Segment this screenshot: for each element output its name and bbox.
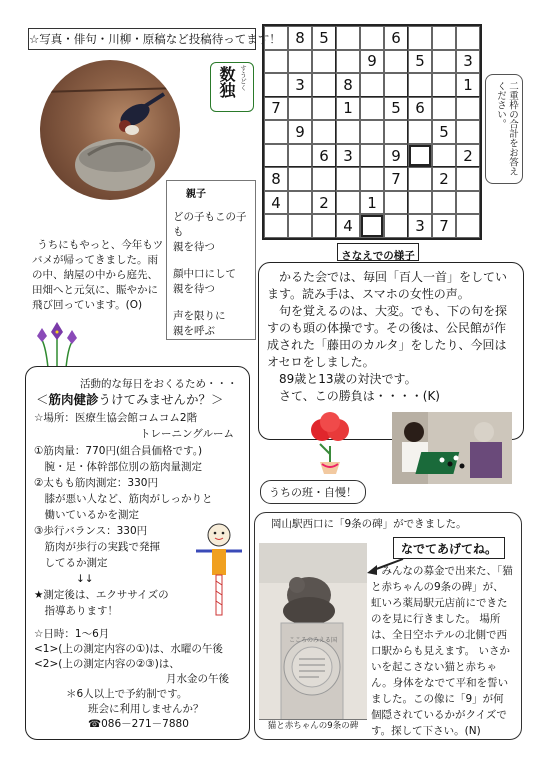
muscle-place [34, 411, 197, 426]
poem-line: どの子もこの子も [173, 211, 247, 238]
sudoku-cell[interactable]: 8 [288, 26, 312, 50]
mascot-illustration [194, 521, 244, 621]
sudoku-cell[interactable] [336, 191, 360, 215]
sudoku-cell[interactable] [264, 120, 288, 144]
sudoku-cell[interactable] [432, 97, 456, 121]
muscle-item: 筋肉が歩行の実践で発揮 [34, 541, 160, 553]
sudoku-cell[interactable]: 3 [288, 73, 312, 97]
sanae-body [259, 263, 523, 405]
muscle-item: 指導あります！ [34, 605, 118, 617]
muscle-note-1: ＊6人以上で予約制です。 [66, 688, 188, 700]
sudoku-grid [262, 24, 482, 240]
sudoku-cell[interactable] [312, 50, 336, 74]
sudoku-cell[interactable] [312, 167, 336, 191]
sanae-title: さなえでの様子 [341, 250, 415, 262]
sudoku-cell[interactable] [408, 167, 432, 191]
muscle-headline [36, 391, 224, 409]
sudoku-cell[interactable] [456, 167, 480, 191]
muscle-intro: 活動的な毎日をおくるため・・・ [80, 378, 238, 390]
sudoku-label [210, 62, 254, 112]
sudoku-cell[interactable] [432, 73, 456, 97]
poem-title: 親子 [186, 189, 206, 200]
sudoku-cell[interactable]: 6 [384, 26, 408, 50]
okayama-callout: なでてあげてね。 [400, 542, 497, 556]
sudoku-cell[interactable] [408, 26, 432, 50]
sanae-paragraph: さて、この勝負は・・・・(K) [279, 389, 440, 403]
sudoku-cell[interactable] [432, 26, 456, 50]
muscle-item: ★測定後は、エクササイズの [34, 589, 169, 601]
muscle-items [34, 443, 213, 619]
sudoku-cell[interactable] [408, 191, 432, 215]
sudoku-cell[interactable] [456, 97, 480, 121]
poem-line [173, 297, 255, 309]
poem-body [167, 210, 255, 339]
sanae-paragraph: かるた会では、毎回「百人一首」をしています。読み手は、スマホの女性の声。 [267, 270, 508, 301]
sudoku-cell[interactable]: 5 [384, 97, 408, 121]
sudoku-cell[interactable]: 3 [408, 214, 432, 238]
sanae-paragraph: 89歳と13歳の対決です。 [279, 372, 417, 386]
poem-line: 親を待つ [173, 241, 215, 253]
sudoku-cell[interactable]: 4 [264, 191, 288, 215]
muscle-date-2: <2>(上の測定内容の②③)は、 [34, 658, 180, 670]
sudoku-cell[interactable]: 1 [360, 191, 384, 215]
sudoku-cell[interactable]: 7 [432, 214, 456, 238]
sudoku-cell[interactable]: 9 [384, 144, 408, 168]
sudoku-cell[interactable]: 3 [336, 144, 360, 168]
sudoku-cell[interactable]: 9 [360, 50, 384, 74]
sudoku-cell[interactable] [288, 191, 312, 215]
sudoku-cell[interactable] [408, 120, 432, 144]
sudoku-cell[interactable] [384, 120, 408, 144]
sudoku-cell[interactable] [312, 214, 336, 238]
poem-line [173, 255, 255, 267]
sudoku-cell[interactable] [336, 167, 360, 191]
sudoku-cell[interactable] [360, 26, 384, 50]
sudoku-note-text: 二重枠の合計をお答えください。 [495, 81, 518, 176]
sudoku-cell[interactable] [264, 214, 288, 238]
sudoku-cell[interactable]: 1 [336, 97, 360, 121]
sudoku-cell[interactable] [432, 191, 456, 215]
sudoku-cell[interactable] [408, 73, 432, 97]
poem-line: 親を待つ [173, 283, 215, 295]
sudoku-cell[interactable] [288, 50, 312, 74]
muscle-place-label: ☆場所： [34, 412, 75, 424]
sudoku-label-ruby: すうどく [239, 65, 247, 91]
sudoku-cell[interactable]: 8 [336, 73, 360, 97]
sanae-title-box [337, 243, 419, 261]
sudoku-cell[interactable] [456, 26, 480, 50]
swallow-nest-illustration [40, 60, 180, 200]
muscle-box [25, 366, 250, 740]
muscle-place-value: 医療生協会館コムコム2階 [74, 412, 198, 424]
sudoku-cell[interactable]: 5 [432, 120, 456, 144]
sudoku-cell[interactable]: 6 [312, 144, 336, 168]
sudoku-cell[interactable] [432, 144, 456, 168]
header-banner [28, 28, 281, 50]
sudoku-cell[interactable] [360, 214, 384, 238]
han-title-box [260, 480, 366, 504]
sudoku-cell[interactable]: 4 [336, 214, 360, 238]
muscle-item: 働いているかを測定 [34, 509, 139, 521]
carnation-illustration [300, 410, 360, 476]
poem-line: 親を呼ぶ [173, 325, 215, 337]
sudoku-cell[interactable] [360, 144, 384, 168]
sudoku-cell[interactable] [360, 120, 384, 144]
muscle-date-1: <1>(上の測定内容の①)は、水曜の午後 [34, 643, 223, 655]
sudoku-cell[interactable] [360, 167, 384, 191]
poem-line: 顔中口にして [173, 268, 236, 280]
sudoku-cell[interactable] [336, 120, 360, 144]
okayama-heading: 岡山駅西口に「9条の碑」ができました。 [271, 518, 467, 530]
iris-illustration [34, 318, 80, 368]
muscle-headline-pre: ＜ [36, 392, 49, 407]
sudoku-note-box [485, 74, 523, 184]
sudoku-cell[interactable]: 1 [456, 73, 480, 97]
sudoku-cell[interactable] [336, 50, 360, 74]
swallow-caption: うちにもやっと、今年もツバメが帰ってきました。雨の中、納屋の中から庭先、田畑へと元気に、賑やかに飛び回っています。(O) [32, 239, 164, 311]
sudoku-cell[interactable] [360, 73, 384, 97]
muscle-item: してるか測定 [34, 557, 108, 569]
sudoku-cell[interactable] [384, 73, 408, 97]
muscle-headline-post: うけてみませんか？＞ [98, 392, 224, 407]
sudoku-cell[interactable]: 6 [408, 97, 432, 121]
muscle-item: ↓↓ [34, 573, 94, 585]
sudoku-label-text: 数独 [217, 66, 236, 98]
header-banner-text: ☆写真・俳句・川柳・原稿など投稿待ってます！ [29, 32, 281, 46]
sudoku-cell[interactable] [384, 214, 408, 238]
muscle-note-2: 班会に利用しませんか？ [88, 703, 204, 715]
statue-plaque: こころのみえる国 [289, 637, 338, 644]
muscle-item: ②太もも筋肉測定：330円 [34, 477, 158, 489]
sudoku-cell[interactable] [312, 120, 336, 144]
statue-photo-caption: 猫と赤ちゃんの9条の碑 [259, 719, 367, 733]
muscle-phone: ☎086－271－7880 [88, 718, 189, 730]
statue-photo [259, 543, 367, 733]
sudoku-cell[interactable]: 8 [264, 167, 288, 191]
sudoku-cell[interactable] [312, 97, 336, 121]
sudoku-cell[interactable] [384, 191, 408, 215]
poem-line: 声を限りに [173, 310, 226, 322]
sudoku-cell[interactable]: 2 [432, 167, 456, 191]
sudoku-cell[interactable] [264, 73, 288, 97]
sudoku-cell[interactable]: 2 [456, 144, 480, 168]
muscle-place2: トレーニングルーム [140, 428, 234, 440]
sudoku-cell[interactable]: 5 [408, 50, 432, 74]
sudoku-cell[interactable]: 3 [456, 50, 480, 74]
muscle-item: 腕・足・体幹部位別の筋肉量測定 [34, 461, 202, 473]
sanae-paragraph: 句を覚えるのは、大変。でも、下の句を探すのも頭の体操です。その後は、公民館が作成された「藤田のカルタ」をしたり、今回はオセロをしました。 [267, 304, 508, 369]
sudoku-cell[interactable] [264, 50, 288, 74]
sudoku-cell[interactable]: 5 [312, 26, 336, 50]
sudoku-cell[interactable] [408, 144, 432, 168]
sudoku-cell[interactable] [432, 50, 456, 74]
muscle-item: ①筋肉量：770円(組合員価格です。) [34, 445, 203, 457]
muscle-date-3: 月水金の午後 [166, 673, 229, 685]
sudoku-cell[interactable] [456, 214, 480, 238]
muscle-item: 膝が悪い人など、筋肉がしっかりと [34, 493, 213, 505]
sudoku-cell[interactable] [264, 26, 288, 50]
sudoku-cell[interactable]: 2 [312, 191, 336, 215]
okayama-body: みんなの募金で出来た、「猫と赤ちゃんの9条の碑」が、虹いろ薬局駅元店前にできたのを見に行きました。 場所は、全日空ホテルの北側で西口駅からも見えます。 いさかいを起こさない猫と赤ちゃん。身体をなでて平和を誓いました。この像に「9」が何個隠されているかがクイズです。探して下さい。(N) [371, 565, 513, 737]
sudoku-cell[interactable] [288, 214, 312, 238]
sudoku-cell[interactable] [336, 26, 360, 50]
othello-photo [392, 412, 512, 484]
poem-box [166, 180, 256, 340]
sudoku-cell[interactable] [312, 73, 336, 97]
swallow-photo [40, 60, 180, 200]
sudoku-cell[interactable] [456, 120, 480, 144]
sudoku-cell[interactable]: 7 [264, 97, 288, 121]
sudoku-cell[interactable] [456, 191, 480, 215]
han-title: うちの班・自慢！ [269, 486, 357, 499]
muscle-dates-label: ☆日時：1～6月 [34, 628, 110, 640]
sudoku-cell[interactable] [264, 144, 288, 168]
sudoku-cell[interactable] [288, 167, 312, 191]
sudoku-cell[interactable] [360, 97, 384, 121]
sudoku-cell[interactable]: 9 [288, 120, 312, 144]
okayama-callout-box [393, 537, 505, 559]
muscle-item: ③歩行バランス：330円 [34, 525, 148, 537]
sudoku-cell[interactable]: 7 [384, 167, 408, 191]
okayama-box [254, 512, 522, 740]
sudoku-cell[interactable] [384, 50, 408, 74]
sudoku-cell[interactable] [288, 97, 312, 121]
sudoku-cell[interactable] [288, 144, 312, 168]
muscle-headline-bold: 筋肉健診 [48, 392, 99, 407]
